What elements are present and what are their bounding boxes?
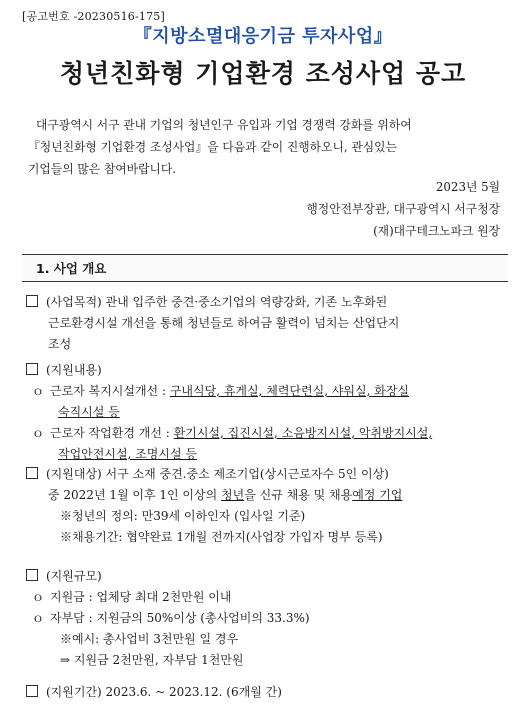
support-scale-head: (지원규모) <box>46 569 102 583</box>
circle-bullet-icon: ｏ <box>32 611 45 625</box>
support-target-line-2b: 을 신규 채용 및 채용 <box>244 488 353 502</box>
checkbox-square-icon <box>26 295 38 307</box>
signoff-date: 2023년 5월 <box>435 180 500 194</box>
support-scale-example-1: ※예시: 총사업비 3천만원 일 경우 <box>60 632 239 646</box>
checkbox-square-icon <box>26 363 38 375</box>
intro-line-2: 『청년친화형 기업환경 조성사업』을 다음과 같이 진행하오니, 관심있는 <box>28 140 397 154</box>
support-content-head: (지원내용) <box>46 363 102 377</box>
support-target-line-2a: 중 2022년 1월 이후 1인 이상의 <box>48 488 222 502</box>
support-target-block <box>26 464 512 548</box>
signoff-org-1: 행정안전부장관, 대구광역시 서구청장 <box>306 202 500 216</box>
purpose-line-1: (사업목적) 관내 입주한 중견·중소기업의 역량강화, 기존 노후화된 <box>46 295 388 309</box>
support-item-1-prefix: 근로자 복지시설개선 : <box>50 384 170 398</box>
support-target-youth: 청년 <box>221 488 245 502</box>
support-item-2-detail: 환기시설, 집진시설, 소음방지시설, 악취방지시설, <box>173 426 433 440</box>
circle-bullet-icon: ｏ <box>32 426 45 440</box>
support-item-1-detail: 구내식당, 휴게실, 체력단련실, 샤워실, 화장실 <box>169 384 410 398</box>
intro-line-1: 대구광역시 서구 관내 기업의 청년인구 유입과 기업 경쟁력 강화를 위하여 <box>36 118 412 132</box>
section-title: 1. 사업 개요 <box>36 261 107 276</box>
checkbox-square-icon <box>26 685 38 697</box>
support-scale-item-1: 지원금 : 업체당 최대 2천만원 이내 <box>50 590 232 604</box>
support-scale-block <box>26 566 512 671</box>
purpose-line-3: 조성 <box>48 337 72 351</box>
support-target-note-2: ※채용기간: 협약완료 1개월 전까지(사업장 가입자 명부 등록) <box>60 530 383 544</box>
checkbox-square-icon <box>26 569 38 581</box>
section-header <box>22 254 508 282</box>
support-item-1-detail-cont: 숙직시설 등 <box>58 405 120 419</box>
support-target-line-1: (지원대상) 서구 소재 중견.중소 제조기업(상시근로자수 5인 이상) <box>46 467 389 481</box>
support-scale-example-2: ⇒ 지원금 2천만원, 자부담 1천만원 <box>60 653 244 667</box>
checkbox-square-icon <box>26 467 38 479</box>
purpose-block <box>26 292 512 355</box>
signoff <box>306 176 500 242</box>
intro-paragraph <box>28 114 508 180</box>
purpose-line-2: 근로환경시설 개선을 통해 청년들로 하여금 활력이 넘치는 산업단지 <box>48 316 400 330</box>
support-content-block <box>26 360 512 465</box>
support-period-block <box>26 682 512 703</box>
support-item-2-prefix: 근로자 작업환경 개선 : <box>50 426 174 440</box>
page-title: 청년친화형 기업환경 조성사업 공고 <box>59 59 467 88</box>
intro-line-3: 기업들의 많은 참여바랍니다. <box>28 162 176 176</box>
support-target-note-1: ※청년의 정의: 만39세 이하인자 (입사일 기준) <box>60 509 306 523</box>
support-period-line: (지원기간) 2023.6. ~ 2023.12. (6개월 간) <box>46 685 282 699</box>
subtitle: 『지방소멸대응기금 투자사업』 <box>133 26 393 47</box>
circle-bullet-icon: ｏ <box>32 590 45 604</box>
support-item-2-detail-cont: 작업안전시설, 조명시설 등 <box>58 447 197 461</box>
notice-number: [공고번호 -20230516-175] <box>22 10 166 23</box>
support-target-planned: 예정 기업 <box>352 488 403 502</box>
circle-bullet-icon: ｏ <box>32 384 45 398</box>
signoff-org-2: (재)대구테크노파크 원장 <box>373 224 500 238</box>
support-scale-item-2: 자부담 : 지원금의 50%이상 (총사업비의 33.3%) <box>50 611 310 625</box>
